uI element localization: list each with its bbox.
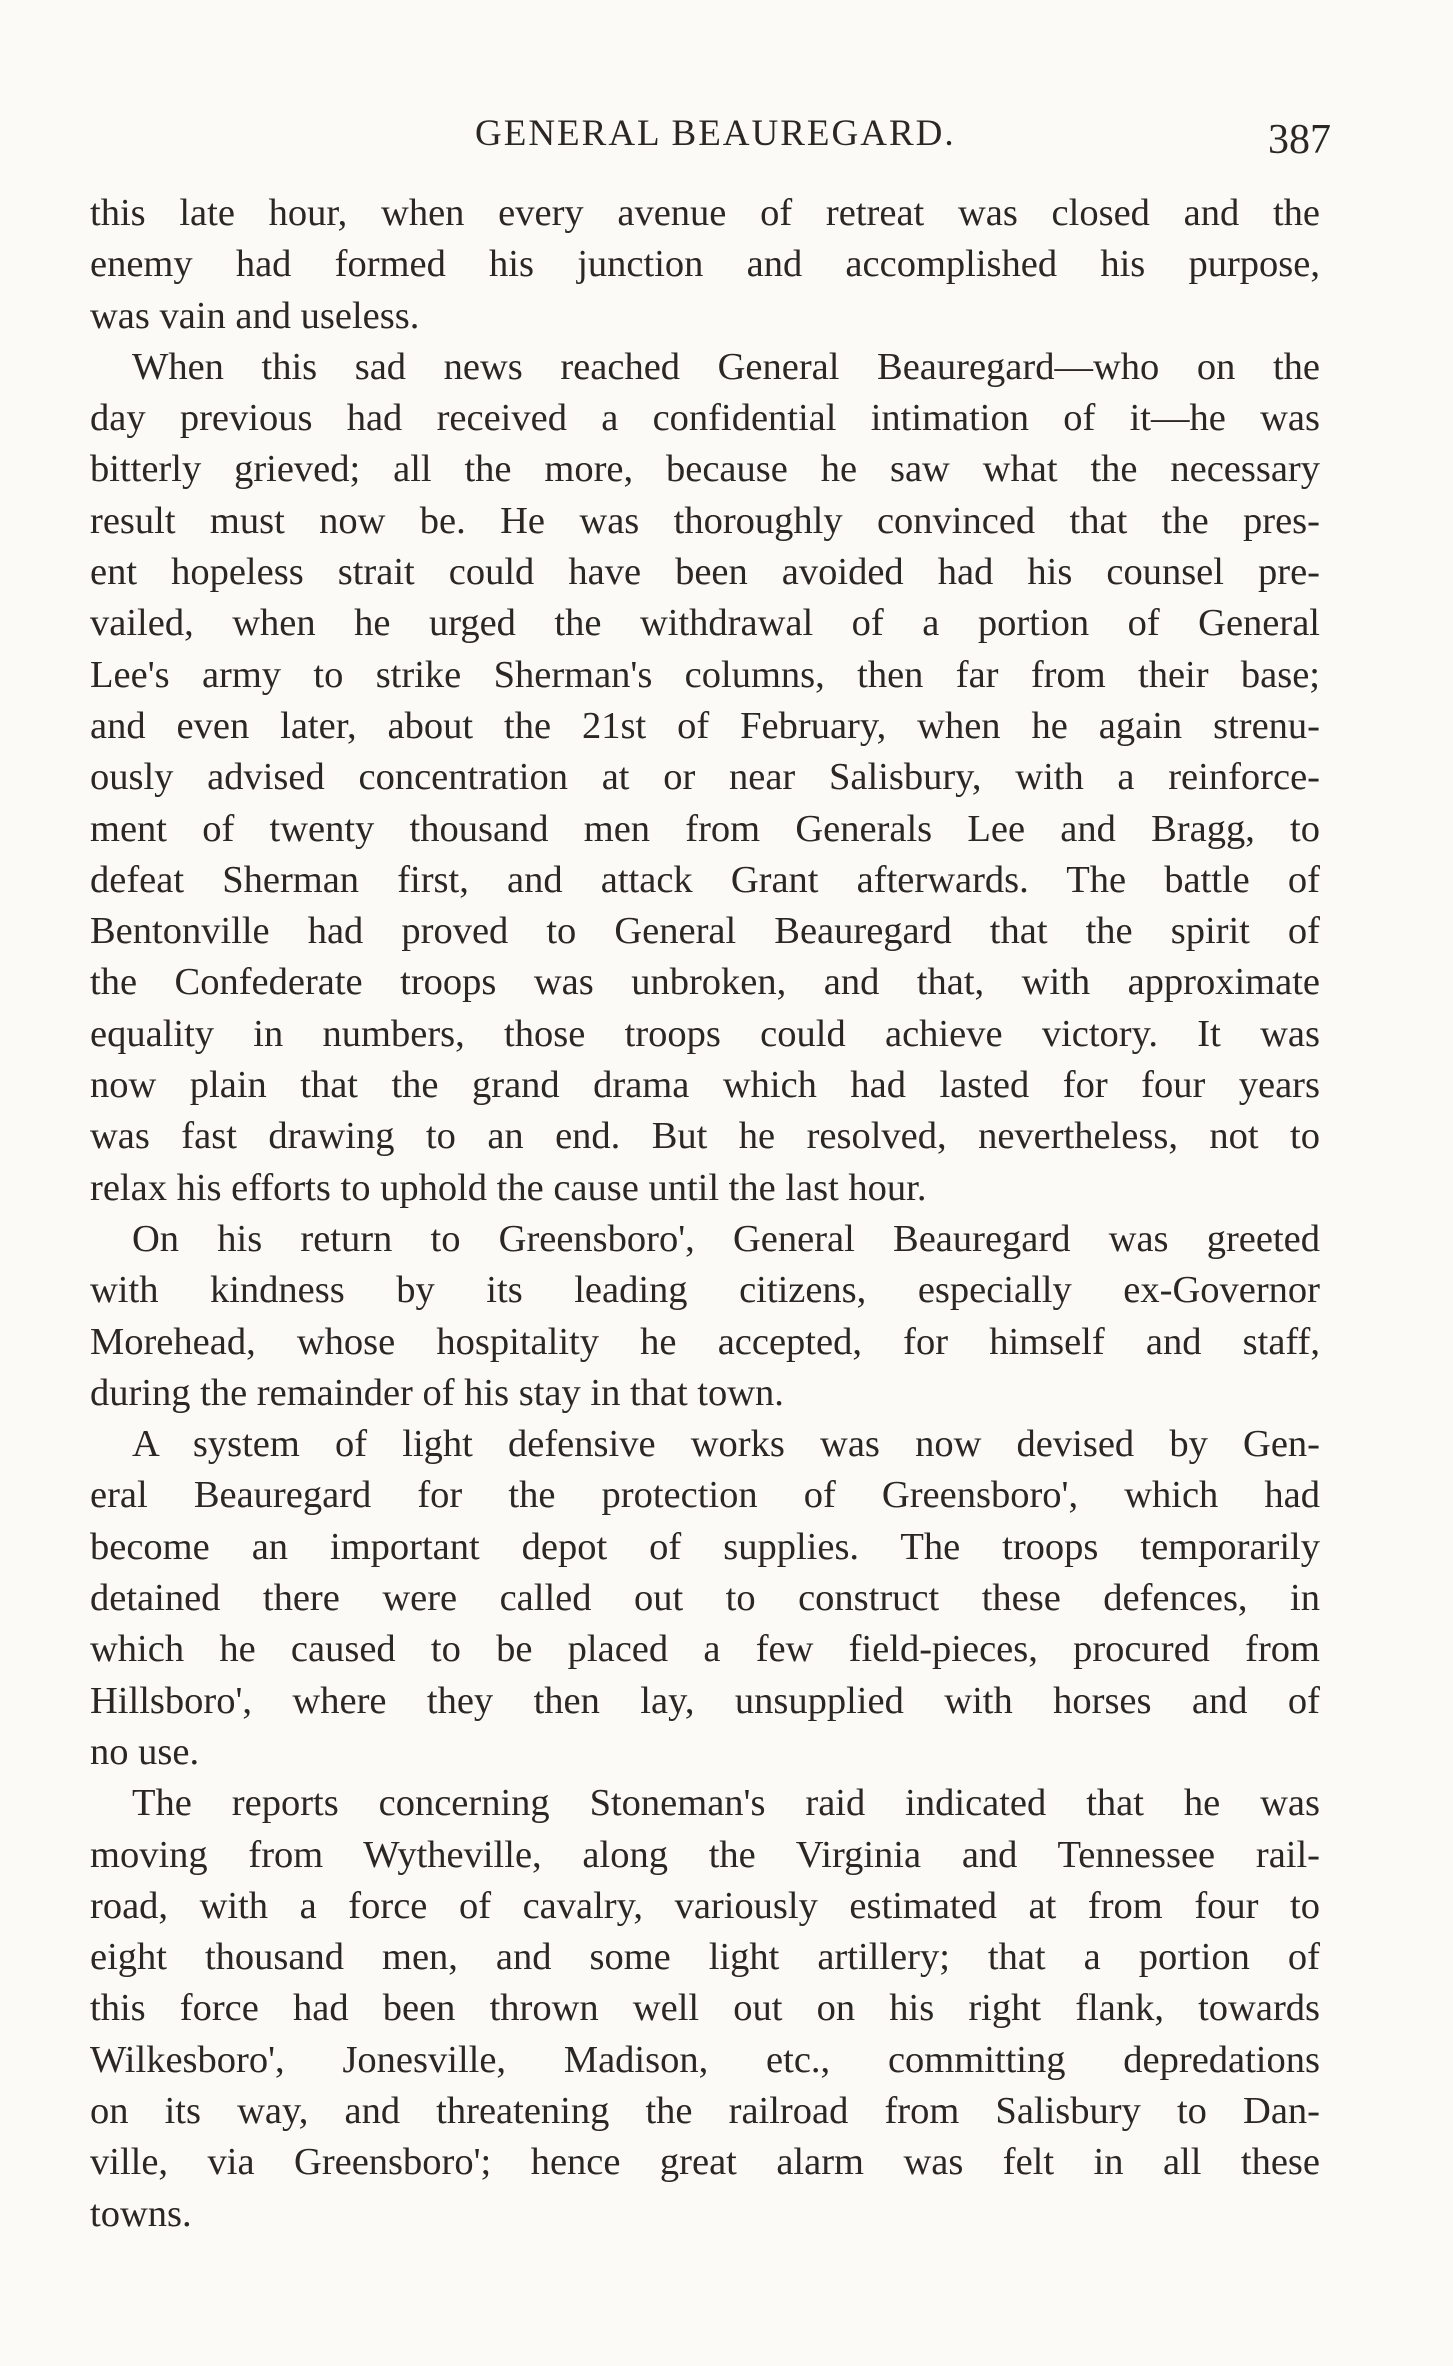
text-line: ent hopeless strait could have been avoided had his counsel pre-: [90, 551, 1320, 594]
text-line: on its way, and threatening the railroad from Salisbury to Dan-: [90, 2089, 1320, 2132]
page-number: 387: [1268, 117, 1331, 163]
text-line: this force had been thrown well out on his right flank, towards: [90, 1987, 1320, 2030]
text-line: which he caused to be placed a few field-pieces, procured from: [90, 1628, 1320, 1671]
text-line: eight thousand men, and some light artillery; that a portion of: [90, 1936, 1320, 1979]
text-line: no use.: [90, 1730, 200, 1773]
text-line: enemy had formed his junction and accomplished his purpose,: [90, 243, 1320, 286]
text-line: relax his efforts to uphold the cause until the last hour.: [90, 1166, 927, 1209]
text-line: the Confederate troops was unbroken, and that, with approximate: [90, 961, 1320, 1004]
text-line: bitterly grieved; all the more, because he saw what the necessary: [90, 448, 1320, 491]
text-line: with kindness by its leading citizens, especially ex-Governor: [90, 1269, 1320, 1312]
text-line: Wilkesboro', Jonesville, Madison, etc., committing depredations: [90, 2038, 1320, 2081]
text-line: result must now be. He was thoroughly convinced that the pres-: [90, 499, 1320, 542]
text-line: was vain and useless.: [90, 294, 420, 337]
text-line: during the remainder of his stay in that town.: [90, 1371, 784, 1414]
paragraph-first-line: When this sad news reached General Beauregard—who on the: [132, 345, 1320, 388]
text-line: become an important depot of supplies. The troops temporarily: [90, 1525, 1320, 1568]
text-line: ment of twenty thousand men from Generals Lee and Bragg, to: [90, 807, 1320, 850]
text-line: Lee's army to strike Sherman's columns, then far from their base;: [90, 653, 1320, 696]
text-line: and even later, about the 21st of February, when he again strenu-: [90, 704, 1320, 747]
text-line: equality in numbers, those troops could achieve victory. It was: [90, 1012, 1320, 1055]
body-text: [90, 188, 1320, 2240]
text-line: day previous had received a confidential intimation of it—he was: [90, 397, 1320, 440]
text-line: ville, via Greensboro'; hence great alarm was felt in all these: [90, 2141, 1320, 2184]
text-line: road, with a force of cavalry, variously estimated at from four to: [90, 1884, 1320, 1927]
text-line: vailed, when he urged the withdrawal of a portion of General: [90, 602, 1320, 645]
text-line: this late hour, when every avenue of retreat was closed and the: [90, 192, 1320, 234]
paragraph-first-line: The reports concerning Stoneman's raid indicated that he was: [132, 1782, 1320, 1825]
text-line: towns.: [90, 2192, 192, 2235]
text-line: ously advised concentration at or near Salisbury, with a reinforce-: [90, 756, 1320, 799]
text-line: detained there were called out to construct these defences, in: [90, 1577, 1320, 1620]
text-line: Hillsboro', where they then lay, unsupplied with horses and of: [90, 1679, 1320, 1722]
running-head: [0, 104, 1453, 164]
text-line: defeat Sherman first, and attack Grant afterwards. The battle of: [90, 858, 1320, 901]
text-line: Bentonville had proved to General Beauregard that the spirit of: [90, 910, 1320, 953]
paragraph-first-line: A system of light defensive works was now devised by Gen-: [132, 1423, 1320, 1466]
text-line: eral Beauregard for the protection of Greensboro', which had: [90, 1474, 1320, 1517]
text-line: now plain that the grand drama which had lasted for four years: [90, 1064, 1320, 1107]
paragraph-first-line: On his return to Greensboro', General Beauregard was greeted: [132, 1217, 1320, 1260]
text-line: moving from Wytheville, along the Virginia and Tennessee rail-: [90, 1833, 1320, 1876]
text-line: was fast drawing to an end. But he resolved, nevertheless, not to: [90, 1115, 1320, 1158]
text-line: Morehead, whose hospitality he accepted, for himself and staff,: [90, 1320, 1320, 1363]
running-title: GENERAL BEAUREGARD.: [475, 113, 956, 154]
